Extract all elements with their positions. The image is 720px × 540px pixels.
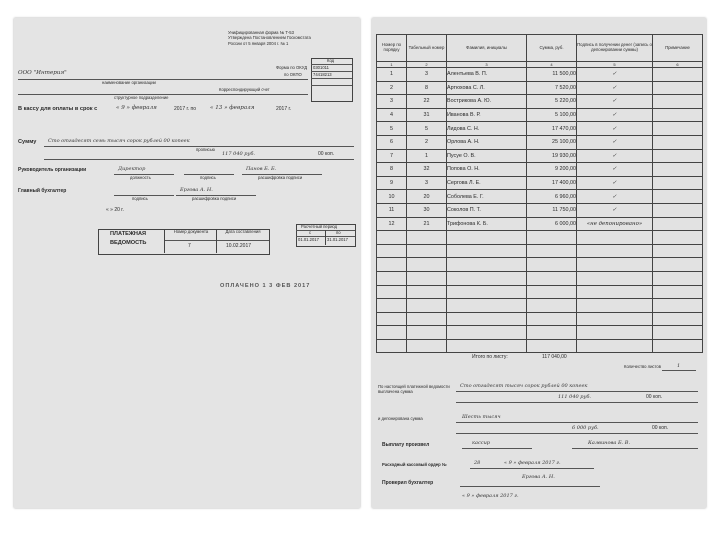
year-from: 2017 г. по — [174, 106, 196, 112]
period-from: 01.01.2017 — [298, 237, 319, 242]
row-name: Вострикова А. Ю. — [447, 95, 527, 109]
count-label: Количество листов — [624, 364, 661, 369]
sum-figures: 117 040 руб. — [222, 151, 256, 157]
row-tab-number: 1 — [407, 149, 447, 163]
col-note: Примечание — [653, 35, 703, 62]
issuer-signature: кассир — [472, 440, 490, 446]
row-note — [653, 95, 703, 109]
paid-words: Сто отгадесят тысяч сорок рублей 00 копеек — [460, 383, 588, 389]
row-note — [653, 176, 703, 190]
row-sum: 11 500,00 — [527, 68, 577, 82]
count-value: 1 — [677, 363, 681, 369]
sum-label: Сумму — [18, 139, 37, 145]
row-number: 4 — [377, 108, 407, 122]
table-row — [377, 149, 703, 163]
row-tab-number: 5 — [407, 122, 447, 136]
row-sum: 17 400,00 — [527, 176, 577, 190]
corr-account-label: Корреспондирующий счет — [219, 87, 270, 92]
table-row — [377, 108, 703, 122]
doc-date-header: Дата составления — [225, 229, 261, 234]
row-number: 9 — [377, 176, 407, 190]
empty-table-row — [377, 326, 703, 340]
total-value: 117 040,00 — [542, 354, 567, 360]
sum-kop: 00 коп. — [318, 151, 335, 157]
col-tab-number: Табельный номер — [407, 35, 447, 62]
empty-table-row — [377, 231, 703, 245]
date-from: « 9 » февраля — [116, 105, 157, 111]
row-note — [653, 122, 703, 136]
sum-words-caption: прописью — [196, 147, 215, 152]
head-name: Панов Б. Б. — [246, 166, 277, 172]
row-note — [653, 81, 703, 95]
paid-label: По настоящей платежной ведомости выплачена сумма — [378, 384, 450, 395]
col-index: 6 — [653, 62, 703, 68]
row-sum: 19 930,00 — [527, 149, 577, 163]
paid-figures: 111 040 руб. — [558, 394, 592, 400]
empty-table-row — [377, 271, 703, 285]
deposit-label: и депонирована сумма — [378, 416, 423, 421]
org-caption: наименование организации — [102, 80, 156, 85]
row-note — [653, 108, 703, 122]
period-to-header: по — [336, 230, 341, 235]
head-name-caption: расшифровка подписи — [258, 175, 303, 180]
cash-title: В кассу для оплаты в срок с — [18, 106, 98, 112]
cash-order-date: « 9 » февраля 2017 г. — [504, 460, 561, 466]
deposit-words: Шесть тысяч — [462, 414, 501, 420]
org-name: ООО "Интерия" — [18, 70, 67, 76]
row-tab-number: 22 — [407, 95, 447, 109]
row-sum: 7 520,00 — [527, 81, 577, 95]
row-name: Соколов П. Т. — [447, 203, 527, 217]
row-name: Попова О. Н. — [447, 163, 527, 177]
dept-caption: структурное подразделение — [114, 95, 169, 100]
row-signature: ✓ — [577, 163, 653, 177]
table-row — [377, 135, 703, 149]
accountant-name-caption: расшифровка подписи — [192, 196, 237, 201]
row-number: 2 — [377, 81, 407, 95]
cash-order-number: 28 — [474, 460, 481, 466]
checker-date: « 9 » февраля 2017 г. — [462, 493, 519, 499]
row-name: Сергова Л. Е. — [447, 176, 527, 190]
head-signature-caption: подпись — [200, 175, 216, 180]
col-index: 5 — [577, 62, 653, 68]
empty-table-row — [377, 312, 703, 326]
paid-stamp: ОПЛАЧЕНО 1 3 ФЕВ 2017 — [220, 283, 311, 289]
head-position-caption: должность — [130, 175, 151, 180]
year-to: 2017 г. — [276, 106, 292, 112]
doc-number-header: Номер документа — [173, 229, 209, 234]
row-note — [653, 135, 703, 149]
cash-order-label: Расходный кассовый ордер № — [382, 462, 447, 467]
row-tab-number: 32 — [407, 163, 447, 177]
row-tab-number: 3 — [407, 68, 447, 82]
empty-table-row — [377, 299, 703, 313]
row-tab-number: 8 — [407, 81, 447, 95]
okud-label: Форма по ОКУД — [276, 65, 308, 70]
okpo-label: по ОКПО — [284, 72, 302, 77]
col-index: 3 — [447, 62, 527, 68]
row-tab-number: 30 — [407, 203, 447, 217]
payroll-table — [376, 34, 703, 353]
okpo-value: 74418213 — [313, 72, 332, 77]
form-info: Унифицированная форма № Т-53 Утверждена Постановлением Госкомстата России от 5 января 2004 г. № 1 — [228, 30, 311, 46]
row-signature: ✓ — [577, 108, 653, 122]
payroll-list-page — [372, 18, 706, 508]
row-number: 7 — [377, 149, 407, 163]
issuer-name: Калвинова Б. В. — [588, 440, 631, 446]
row-note — [653, 149, 703, 163]
row-number: 6 — [377, 135, 407, 149]
col-sum: Сумма, руб. — [527, 35, 577, 62]
row-sum: 9 200,00 — [527, 163, 577, 177]
row-name: Соболева Е. Г. — [447, 190, 527, 204]
row-name: Алентьева В. П. — [447, 68, 527, 82]
accountant-name: Ергова А. Н. — [180, 187, 213, 193]
table-row — [377, 217, 703, 231]
row-tab-number: 21 — [407, 217, 447, 231]
total-label: Итого по листу: — [472, 354, 508, 360]
row-number: 8 — [377, 163, 407, 177]
row-sum: 6 960,00 — [527, 190, 577, 204]
payroll-cover-page — [14, 18, 360, 508]
table-row — [377, 163, 703, 177]
row-name: Иванова В. Р. — [447, 108, 527, 122]
period-from-header: с — [309, 230, 312, 235]
row-number: 11 — [377, 203, 407, 217]
row-signature: ✓ — [577, 135, 653, 149]
head-label: Руководитель организации — [18, 167, 87, 173]
row-note — [653, 203, 703, 217]
row-tab-number: 3 — [407, 176, 447, 190]
row-number: 5 — [377, 122, 407, 136]
row-tab-number: 2 — [407, 135, 447, 149]
head-position: Директор — [118, 166, 146, 172]
col-number: Номер по порядку — [377, 35, 407, 62]
row-name: Орлова А. Н. — [447, 135, 527, 149]
row-signature: ✓ — [577, 95, 653, 109]
empty-table-row — [377, 285, 703, 299]
row-sum: 25 100,00 — [527, 135, 577, 149]
row-signature: ✓ — [577, 122, 653, 136]
row-name: Лидова С. Н. — [447, 122, 527, 136]
empty-table-row — [377, 258, 703, 272]
accountant-signature-caption: подпись — [132, 196, 148, 201]
row-number: 1 — [377, 68, 407, 82]
deposit-figures: 6 000 руб. — [572, 425, 599, 431]
row-tab-number: 31 — [407, 108, 447, 122]
row-sum: 11 750,00 — [527, 203, 577, 217]
table-row — [377, 68, 703, 82]
deposit-kop: 00 коп. — [652, 425, 669, 431]
col-signature: Подпись в получении денег (запись о депонировании суммы) — [577, 35, 653, 62]
issuer-label: Выплату произвел — [382, 442, 430, 448]
table-row — [377, 95, 703, 109]
row-signature: ✓ — [577, 81, 653, 95]
doc-number: 7 — [188, 243, 191, 249]
row-signature: ✓ — [577, 190, 653, 204]
table-row — [377, 176, 703, 190]
row-sum: 5 220,00 — [527, 95, 577, 109]
table-row — [377, 81, 703, 95]
date-to: « 13 » февраля — [210, 105, 255, 111]
row-signature: ✓ — [577, 149, 653, 163]
col-index: 2 — [407, 62, 447, 68]
col-index: 4 — [527, 62, 577, 68]
row-number: 10 — [377, 190, 407, 204]
row-name: Артюхова С. Л. — [447, 81, 527, 95]
row-name: Пусуе О. В. — [447, 149, 527, 163]
row-note — [653, 190, 703, 204]
checker-label: Проверил бухгалтер — [382, 480, 434, 486]
row-name: Трифонова К. Б. — [447, 217, 527, 231]
title-line1: ПЛАТЕЖНАЯ — [110, 231, 147, 237]
row-signature: «не депонировано» — [577, 217, 653, 231]
code-header: Код — [327, 58, 335, 63]
row-signature: ✓ — [577, 176, 653, 190]
okud-value: 0301011 — [313, 65, 329, 70]
accountant-label: Главный бухгалтер — [18, 188, 67, 194]
row-signature: ✓ — [577, 68, 653, 82]
row-tab-number: 20 — [407, 190, 447, 204]
col-name: Фамилия, инициалы — [447, 35, 527, 62]
paid-kop: 00 коп. — [646, 394, 663, 400]
period-header: Расчетный период — [301, 224, 338, 229]
row-signature: ✓ — [577, 203, 653, 217]
col-index: 1 — [377, 62, 407, 68]
sum-words: Сто отгадесят семь тысяч сорок рублей 00 копеек — [48, 138, 190, 144]
empty-table-row — [377, 339, 703, 353]
row-sum: 17 470,00 — [527, 122, 577, 136]
doc-date: 10.02.2017 — [226, 243, 252, 249]
checker-name: Ергова А. Н. — [522, 474, 555, 480]
table-row — [377, 190, 703, 204]
table-row — [377, 203, 703, 217]
year-placeholder: « » 20 г. — [106, 207, 124, 213]
empty-table-row — [377, 244, 703, 258]
row-note — [653, 217, 703, 231]
row-note — [653, 163, 703, 177]
row-note — [653, 68, 703, 82]
title-line2: ВЕДОМОСТЬ — [110, 240, 147, 246]
table-row — [377, 122, 703, 136]
row-number: 3 — [377, 95, 407, 109]
row-sum: 5 100,00 — [527, 108, 577, 122]
row-number: 12 — [377, 217, 407, 231]
row-sum: 6 000,00 — [527, 217, 577, 231]
period-to: 31.01.2017 — [327, 237, 348, 242]
